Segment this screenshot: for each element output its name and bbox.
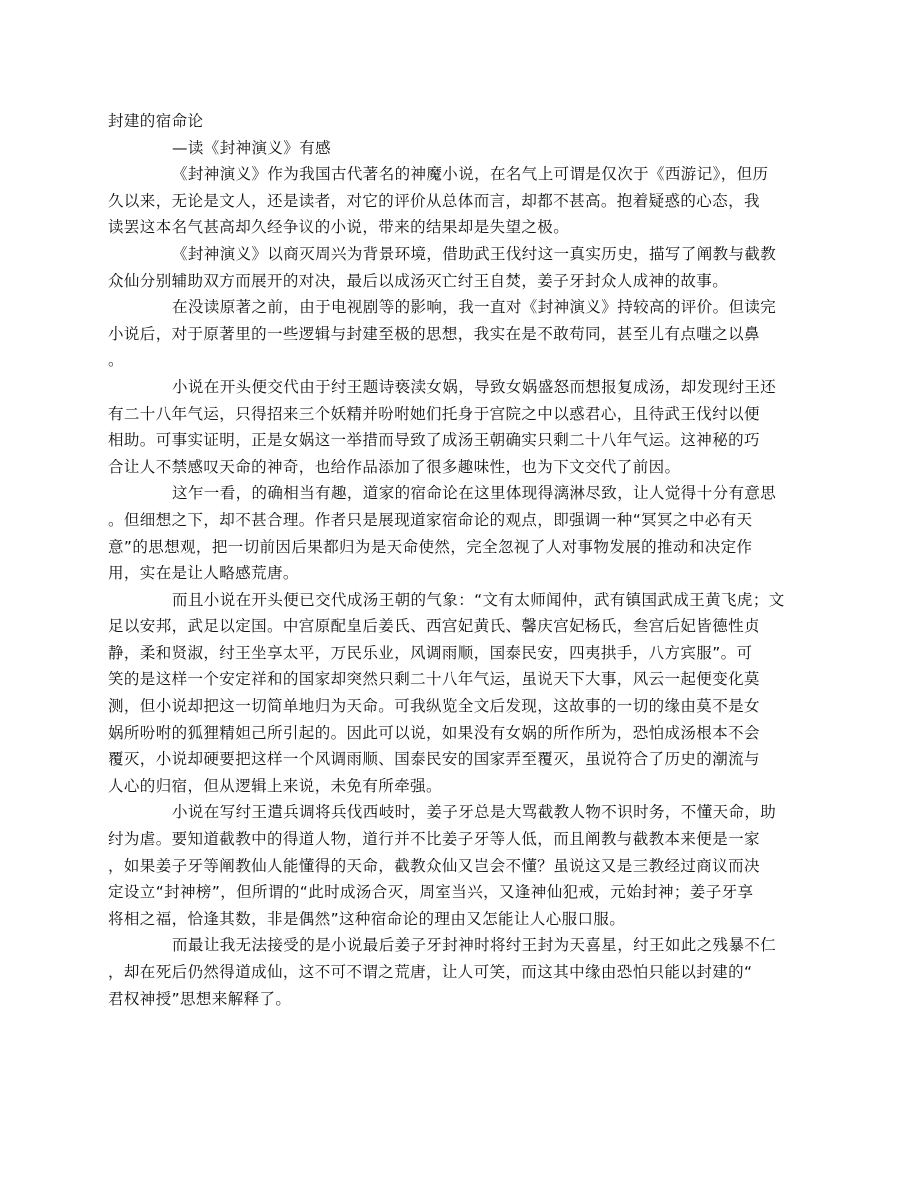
paragraph-line: 在没读原著之前，由于电视剧等的影响，我一直对《封神演义》持较高的评价。但读完 <box>172 298 777 317</box>
paragraph <box>108 241 784 294</box>
paragraph-line: 用，实在是让人略感荒唐。 <box>108 564 299 583</box>
document-title: 封建的宿命论 <box>108 112 204 130</box>
paragraph-line: 人心的归宿，但从逻辑上来说，未免有所牵强。 <box>108 776 442 795</box>
paragraph-line: 静，柔和贤淑，纣王坐享太平，万民乐业，风调雨顺，国泰民安，四夷拱手，八方宾服”。可 <box>108 643 753 662</box>
paragraph-line: 合让人不禁感叹天命的神奇，也给作品添加了很多趣味性，也为下文交代了前因。 <box>108 457 681 476</box>
paragraph <box>108 374 784 480</box>
paragraph-line: 众仙分别辅助双方而展开的对决，最后以成汤灭亡纣王自焚，姜子牙封众人成神的故事。 <box>108 271 729 290</box>
paragraph <box>108 161 784 241</box>
paragraph-line: 读罢这本名气甚高却久经争议的小说，带来的结果却是失望之极。 <box>108 218 570 237</box>
document-body <box>108 108 784 1012</box>
paragraph-line: 笑的是这样一个安定祥和的国家却突然只剩二十八年气运，虽说天下大事，风云一起便变化莫 <box>108 670 760 689</box>
paragraph <box>108 480 784 586</box>
paragraph-line: 足以安邦，武足以定国。中宫原配皇后姜氏、西宫妃黄氏、馨庆宫妃杨氏，叁宫后妃皆德性贞 <box>108 617 760 636</box>
paragraph-line: 。但细想之下，却不甚合理。作者只是展现道家宿命论的观点，即强调一种“冥冥之中必有天 <box>108 510 753 529</box>
document-subtitle: —读《封神演义》有感 <box>172 138 332 157</box>
paragraph-line: ，却在死后仍然得道成仙，这不可不谓之荒唐，让人可笑，而这其中缘由恐怕只能以封建的“ <box>108 963 753 981</box>
paragraph-line: 定设立“封神榜”，但所谓的“此时成汤合灭，周室当兴，又逢神仙犯戒，元始封神；姜子牙享 <box>108 883 754 902</box>
paragraph-line: 君权神授”思想来解释了。 <box>108 989 292 1008</box>
paragraph-line: 久以来，无论是文人，还是读者，对它的评价从总体而言，却都不甚高。抱着疑惑的心态，我 <box>108 191 760 210</box>
paragraph-line: ，如果姜子牙等阐教仙人能懂得的天命，截教众仙又岂会不懂？虽说这又是三教经过商议而决 <box>108 856 760 875</box>
paragraph-line: 《封神演义》作为我国古代著名的神魔小说，在名气上可谓是仅次于《西游记》，但历 <box>172 165 769 184</box>
paragraph-line: 娲所吩咐的狐狸精妲己所引起的。因此可以说，如果没有女娲的所作所为，恐怕成汤根本不会 <box>108 723 760 742</box>
paragraph-line: 小说在开头便交代由于纣王题诗亵渎女娲，导致女娲盛怒而想报复成汤，却发现纣王还 <box>172 377 777 396</box>
paragraph <box>108 294 784 374</box>
paragraph-line: 。 <box>108 351 124 370</box>
paragraph-line: 小说在写纣王遣兵调将兵伐西岐时，姜子牙总是大骂截教人物不识时务，不懂天命，助 <box>172 803 777 822</box>
paragraph-line: 而且小说在开头便已交代成汤王朝的气象：“文有太师闻仲，武有镇国武成王黄飞虎；文 <box>172 590 785 609</box>
paragraph <box>108 932 784 1012</box>
paragraph-line: 纣为虐。要知道截教中的得道人物，道行并不比姜子牙等人低，而且阐教与截教本来便是一家 <box>108 830 760 849</box>
paragraph <box>108 587 784 800</box>
paragraph-line: 将相之福，恰逢其数，非是偶然”这种宿命论的理由又怎能让人心服口服。 <box>108 909 626 928</box>
paragraph-line: 而最让我无法接受的是小说最后姜子牙封神时将纣王封为天喜星，纣王如此之残暴不仁 <box>172 936 777 955</box>
paragraph-line: 相助。可事实证明，正是女娲这一举措而导致了成汤王朝确实只剩二十八年气运。这神秘的巧 <box>108 431 760 450</box>
paragraph <box>108 799 784 932</box>
paragraph-line: 这乍一看，的确相当有趣，道家的宿命论在这里体现得漓淋尽致，让人觉得十分有意思 <box>172 484 777 503</box>
paragraph-line: 有二十八年气运，只得招来三个妖精并吩咐她们托身于宫院之中以惑君心，且待武王伐纣以便 <box>108 404 760 423</box>
paragraph-line: 意”的思想观，把一切前因后果都归为是天命使然，完全忽视了人对事物发展的推动和决定作 <box>108 537 753 556</box>
paragraph-line: 测，但小说却把这一切简单地归为天命。可我纵览全文后发现，这故事的一切的缘由莫不是女 <box>108 697 760 716</box>
paragraph-line: 《封神演义》以商灭周兴为背景环境，借助武王伐纣这一真实历史，描写了阐教与截教 <box>172 244 777 263</box>
paragraph-line: 覆灭，小说却硬要把这样一个风调雨顺、国泰民安的国家弄至覆灭，虽说符合了历史的潮流与 <box>108 750 760 769</box>
paragraph-line: 小说后，对于原著里的一些逻辑与封建至极的思想，我实在是不敢苟同，甚至儿有点嗤之以鼻 <box>108 324 760 343</box>
